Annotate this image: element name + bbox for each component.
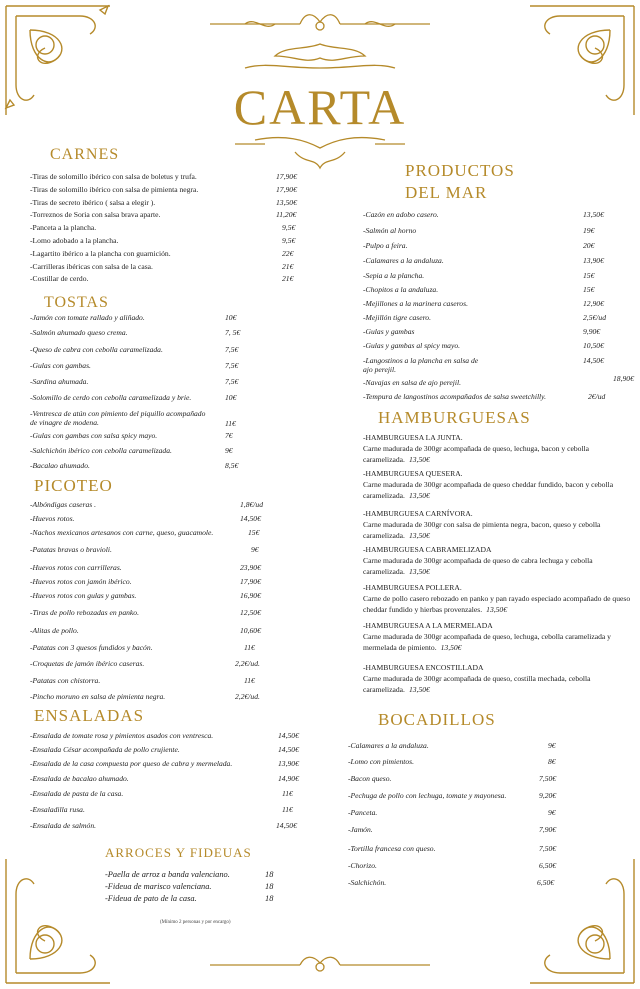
menu-item: -Salmón ahumado queso crema. 7, 5€ [30, 328, 241, 337]
burger-item: -HAMBURGUESA LA JUNTA. Carne madurada de 300gr acompañada de queso, lechuga, bacon y cebolla caramelizada. 13,50€ [363, 433, 590, 464]
menu-item: -Panceta. 9€ [348, 808, 556, 817]
menu-item: -Cazón en adobo casero. 13,50€ [363, 210, 604, 219]
menu-item: -Calamares a la andaluza. 9€ [348, 741, 556, 750]
ensaladas-heading: ENSALADAS [34, 706, 145, 725]
picoteo-heading: PICOTEO [34, 476, 113, 495]
menu-item: -Huevos rotos con carrilleras. 23,90€ [30, 563, 261, 572]
tostas-heading: TOSTAS [44, 294, 109, 311]
menu-item: -Ensaladilla rusa. 11€ [30, 805, 293, 814]
menu-item: -Chorizo. 6,50€ [348, 861, 557, 870]
burger-item: -HAMBURGUESA QUESERA. Carne madurada de 300gr acompañada de queso cheddar fundido, bacon y cebolla caramelizada. 13,50€ [363, 469, 614, 500]
page-title: CARTA [233, 79, 407, 135]
menu-item: -Tiras de secreto ibérico ( salsa a elegir ). 13,50€ [30, 197, 297, 207]
menu-item: -Tiras de solomillo ibérico con salsa de boletus y trufa. 17,90€ [30, 172, 297, 181]
carnes-heading: CARNES [50, 146, 120, 163]
menu-item: -Salmón al horno 19€ [363, 226, 595, 235]
burger-item: -HAMBURGUESA CABRAMELIZADA Carne madurada de 300gr acompañada de queso de cabra lechuga y cebolla caramelizada. 13,50€ [363, 545, 593, 576]
burger-item: -HAMBURGUESA A LA MERMELADA Carne madurada de 300gr acompañada de queso, lechuga, cebolla caramelizada y mermelada de pimiento. 13,50€ [363, 621, 611, 652]
menu-item: -Salchichón ibérico con cebolla caramelizada. 9€ [30, 446, 233, 455]
menu-item: -Patatas bravas o bravioli. 9€ [30, 545, 259, 554]
menu-item: -Huevos rotos con jamón ibérico. 17,90€ [30, 577, 261, 586]
bocadillos-list [348, 741, 568, 892]
corner-ornament-bottom-left-icon [0, 849, 120, 989]
arroces-heading: ARROCES Y FIDEUAS [105, 845, 252, 860]
menu-item: -Tiras de solomillo ibérico con salsa de pimienta negra. 17,90€ [30, 184, 297, 194]
menu-item: -Salchichón. 6,50€ [348, 878, 555, 887]
menu-item: -Sardina ahumada. 7,5€ [30, 377, 239, 386]
mar-heading-line1: PRODUCTOS [405, 161, 515, 180]
hamburguesas-heading: HAMBURGUESAS [378, 408, 531, 427]
menu-item: -Calamares a la andaluza. 13,90€ [363, 256, 604, 265]
top-flourish-icon [205, 4, 435, 44]
menu-item: -Pechuga de pollo con lechuga, tomate y mayonesa. 9,20€ [348, 791, 557, 800]
menu-item: -Alitas de pollo. 10,60€ [30, 626, 261, 635]
burger-item: -HAMBURGUESA ENCOSTILLADA Carne madurada de 300gr acompañada de queso, costilla mechada, cebolla caramelizada. 13,50€ [363, 663, 591, 694]
menu-item: -Ensalada César acompañada de pollo crujiente. 14,50€ [30, 745, 299, 754]
menu-item: -Gulas y gambas 9,90€ [363, 327, 601, 336]
mar-heading [405, 160, 515, 204]
tostas-list [30, 313, 240, 476]
menu-item: -Mejillones a la marinera caseros. 12,90€ [363, 299, 604, 308]
menu-item: -Sepia a la plancha. 15€ [363, 271, 595, 280]
menu-item: -Torreznos de Soria con salsa brava aparte. 11,20€ [30, 210, 297, 220]
menu-item: -Gulas con gambas con salsa spicy mayo. 7€ [30, 431, 233, 440]
menu-item: -Fideua de pato de la casa. 18 [105, 894, 274, 903]
arroces-list [105, 870, 285, 906]
menu-item: -Ensalada de la casa compuesta por queso de cabra y mermelada. 13,90€ [30, 759, 299, 768]
mar-heading-line2: DEL MAR [405, 183, 488, 202]
menu-item: -Tempura de langostinos acompañados de salsa sweetchilly. 2€/ud [363, 392, 606, 401]
menu-item: -Gulas con gambas. 7,5€ [30, 361, 239, 370]
menu-item: -Lomo con pimientos. 8€ [348, 757, 556, 766]
menu-item: -Mejillón tigre casero. 2,5€/ud [363, 313, 606, 322]
menu-item: -Pincho moruno en salsa de pimienta negra. 2,2€/ud. [30, 692, 260, 701]
menu-item: -Langostinos a la plancha en salsa de ajo perejil. 14,50€ [363, 356, 604, 374]
menu-item: -Costillar de cerdo. 21€ [30, 274, 294, 284]
menu-item: -Chopitos a la andaluza. 15€ [363, 285, 595, 294]
burger-item: -HAMBURGUESA CARNÍVORA. Carne madurada de 300gr con salsa de pimienta negra, bacon, queso y cebolla caramelizada. 13,50€ [363, 509, 601, 540]
carnes-list [30, 172, 300, 287]
menu-item: -Navajas en salsa de ajo perejil. 18,90€ [363, 374, 634, 387]
bottom-flourish-icon [205, 950, 435, 980]
menu-item: -Queso de cabra con cebolla caramelizada. 7,5€ [30, 345, 239, 354]
menu-item: -Ensalada de pasta de la casa. 11€ [30, 789, 293, 798]
menu-item: -Ensalada de bacalao ahumado. 14,90€ [30, 774, 299, 783]
menu-item: -Albóndigas caseras . 1,8€/ud [30, 500, 263, 509]
menu-item: -Ensalada de tomate rosa y pimientos asados con ventresca. 14,50€ [30, 731, 299, 740]
menu-item: -Tiras de pollo rebozadas en panko. 12,50€ [30, 608, 261, 617]
picoteo-list [30, 500, 270, 706]
menu-item: -Gulas y gambas al spicy mayo. 10,50€ [363, 341, 604, 350]
menu-item: -Paella de arroz a banda valenciano. 18 [105, 870, 274, 879]
menu-item: -Carrilleras ibéricas con salsa de la casa. 21€ [30, 261, 294, 271]
menu-item: -Jamón. 7,90€ [348, 825, 557, 834]
arroces-note: (Mínimo 2 personas y por encargo) [160, 920, 231, 925]
bocadillos-heading: BOCADILLOS [378, 710, 496, 729]
menu-item: -Huevos rotos con gulas y gambas. 16,90€ [30, 591, 261, 600]
menu-item: -Bacalao ahumado. 8,5€ [30, 461, 239, 470]
menu-item: -Pulpo a feira. 20€ [363, 241, 595, 250]
menu-item: -Tortilla francesa con queso. 7,50€ [348, 844, 557, 853]
menu-item: -Lomo adobado a la plancha. 9,5€ [30, 235, 296, 245]
menu-item: -Ensalada de salmón. 14,50€ [30, 821, 297, 830]
menu-item: -Solomillo de cerdo con cebolla caramelizada y brie. 10€ [30, 393, 237, 402]
menu-item: -Patatas con chistorra. 11€ [30, 676, 255, 685]
menu-item: -Panceta a la plancha. 9,5€ [30, 223, 296, 233]
mar-list [363, 210, 634, 406]
menu-item: -Fideua de marisco valenciana. 18 [105, 882, 274, 891]
menu-item: -Lagartito ibérico a la plancha con guarnición. 22€ [30, 248, 294, 258]
menu-item: -Huevos rotos. 14,50€ [30, 514, 261, 523]
menu-item: -Bacon queso. 7,50€ [348, 774, 557, 783]
menu-item: -Croquetas de jamón ibérico caseras. 2,2€/ud. [30, 659, 260, 668]
menu-item: -Jamón con tomate rallado y aliñado. 10€ [30, 313, 237, 322]
menu-item: -Ventresca de atún con pimiento del piquillo acompañado de vinagre de modena. 11€ [30, 409, 236, 428]
menu-item: -Patatas con 3 quesos fundidos y bacón. 11€ [30, 643, 255, 652]
menu-item: -Nachos mexicanos artesanos con carne, queso, guacamole. 15€ [30, 528, 260, 537]
ensaladas-list [30, 731, 310, 835]
burger-item: -HAMBURGUESA POLLERA. Carne de pollo casero rebozado en panko y pan rayado especiado acompañado de queso cheddar fundido y hierbas provenzales. 13,50€ [363, 583, 631, 614]
